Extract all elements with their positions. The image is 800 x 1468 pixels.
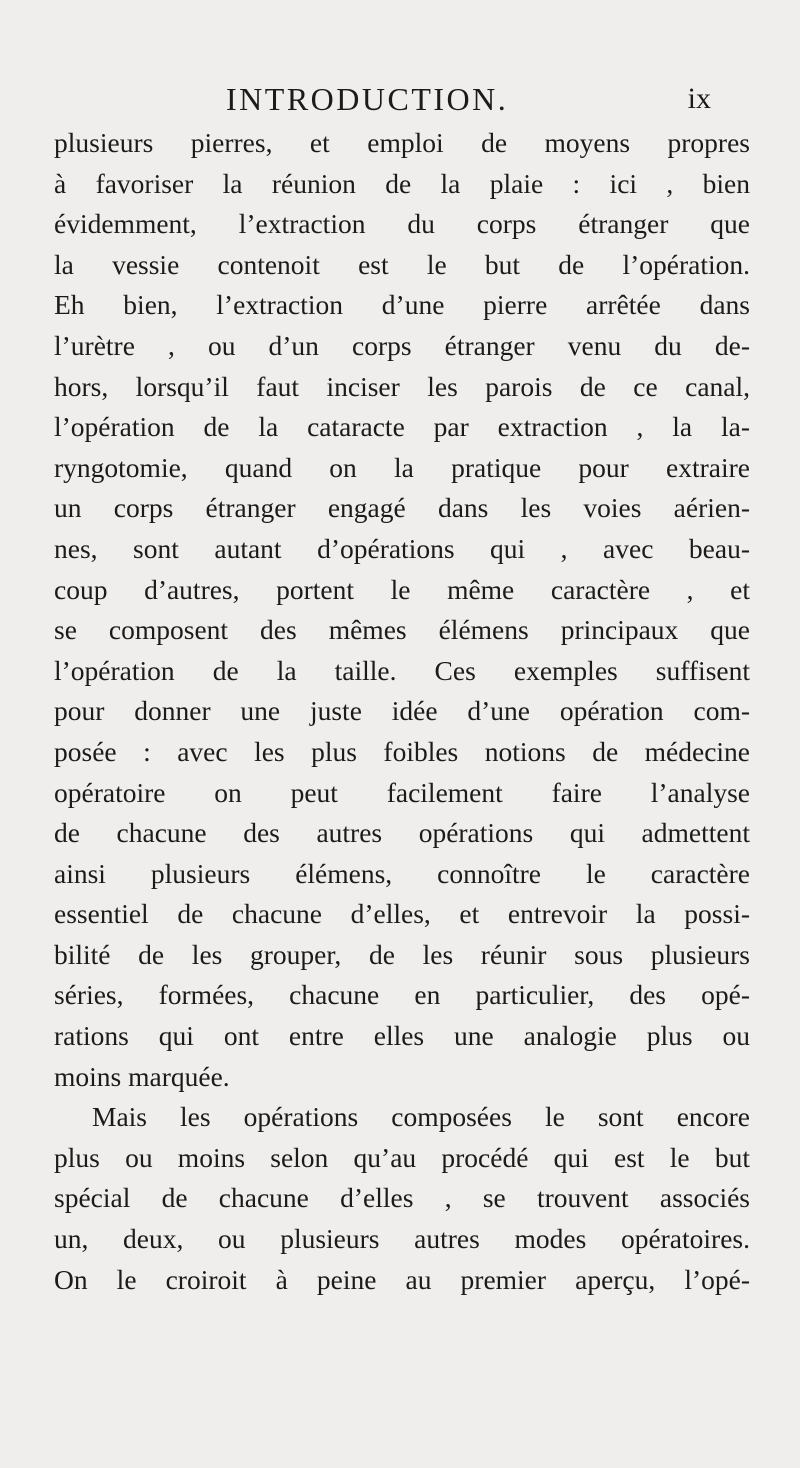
text-line: la vessie contenoit est le but de l’opération. <box>54 248 750 280</box>
text-line: un corps étranger engagé dans les voies aérien- <box>54 492 750 524</box>
text-line: plus ou moins selon qu’au procédé qui est le but <box>54 1141 750 1173</box>
text-line: nes, sont autant d’opérations qui , avec beau- <box>54 532 750 564</box>
text-line: l’opération de la cataracte par extraction , la la- <box>54 411 750 443</box>
text-line: bilité de les grouper, de les réunir sous plusieurs <box>54 938 750 970</box>
text-line: se composent des mêmes élémens principaux que <box>54 614 750 646</box>
text-line: plusieurs pierres, et emploi de moyens propres <box>54 127 750 158</box>
text-line: pour donner une juste idée d’une opération com- <box>54 695 750 727</box>
text-line: de chacune des autres opérations qui admettent <box>54 817 750 849</box>
text-line: opératoire on peut facilement faire l’analyse <box>54 776 750 808</box>
text-line: coup d’autres, portent le même caractère , et <box>54 573 750 605</box>
body-text <box>54 123 750 1300</box>
text-line: hors, lorsqu’il faut inciser les parois de ce canal, <box>54 370 750 402</box>
text-line: essentiel de chacune d’elles, et entrevoir la possi- <box>54 898 750 930</box>
text-line: posée : avec les plus foibles notions de médecine <box>54 735 750 767</box>
text-line: moins marquée. <box>54 1060 230 1092</box>
running-head <box>226 76 711 122</box>
text-line: On le croiroit à peine au premier aperçu, l’opé- <box>54 1263 750 1295</box>
page-number: ix <box>687 82 711 115</box>
text-line: l’urètre , ou d’un corps étranger venu du de- <box>54 329 750 361</box>
text-line: Eh bien, l’extraction d’une pierre arrêtée dans <box>54 289 750 321</box>
text-line: rations qui ont entre elles une analogie plus ou <box>54 1020 750 1052</box>
running-title: INTRODUCTION. <box>226 81 509 117</box>
text-line: ainsi plusieurs élémens, connoître le caractère <box>54 857 750 889</box>
text-line: l’opération de la taille. Ces exemples suffisent <box>54 654 750 686</box>
text-line: Mais les opérations composées le sont encore <box>92 1101 750 1133</box>
text-line: ryngotomie, quand on la pratique pour extraire <box>54 451 750 483</box>
text-line: spécial de chacune d’elles , se trouvent associés <box>54 1182 750 1214</box>
text-line: un, deux, ou plusieurs autres modes opératoires. <box>54 1223 750 1255</box>
text-line: évidemment, l’extraction du corps étranger que <box>54 208 750 240</box>
text-line: séries, formées, chacune en particulier, des opé- <box>54 979 750 1011</box>
text-line: à favoriser la réunion de la plaie : ici , bien <box>54 167 750 199</box>
